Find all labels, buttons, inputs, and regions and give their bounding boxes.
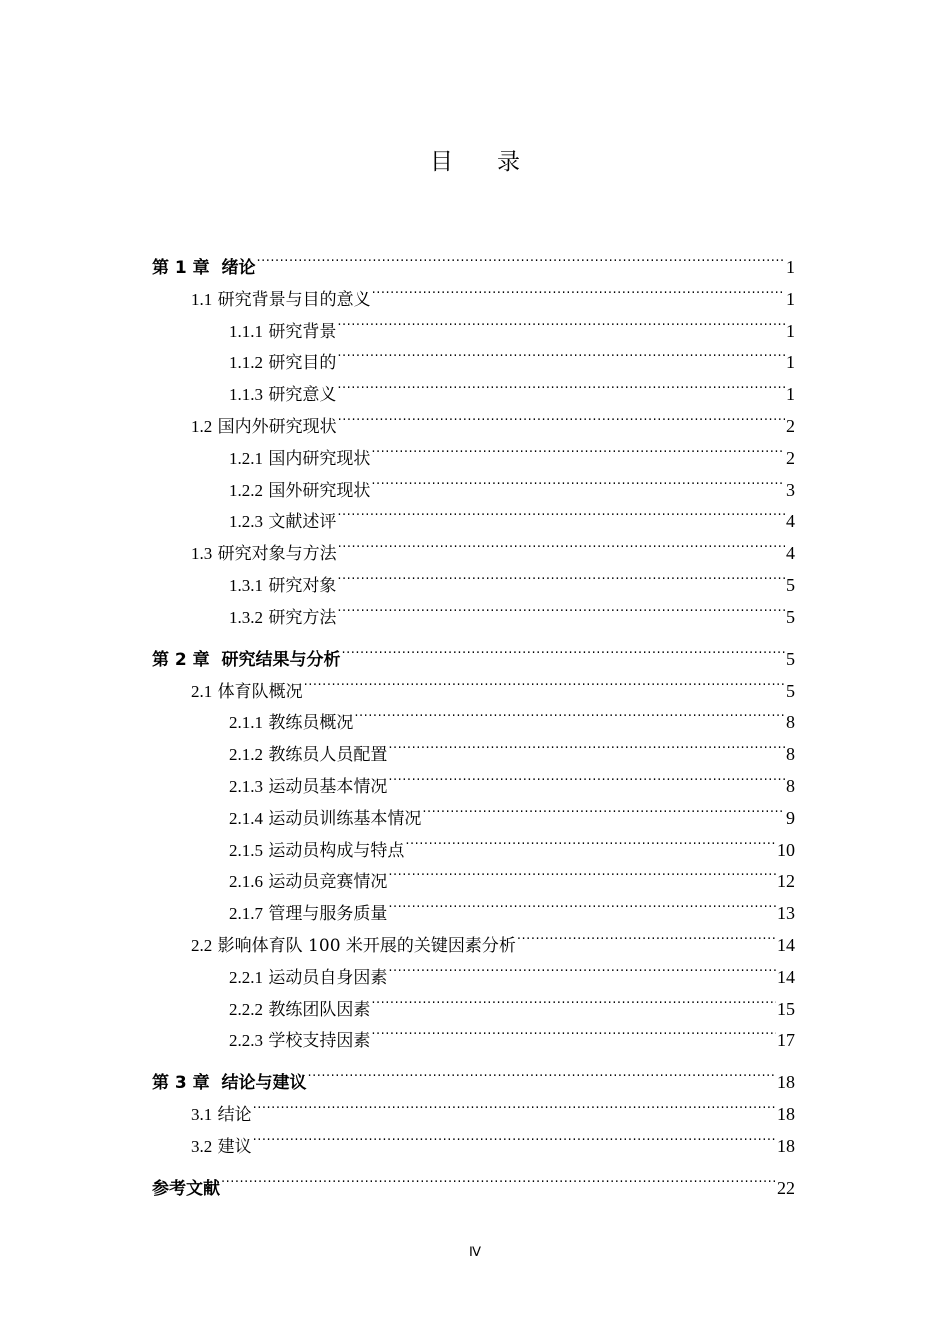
toc-entry-title: 研究对象 (268, 576, 337, 596)
title-char-2: 录 (497, 149, 520, 175)
toc-entry-number: 1.2.3 (229, 512, 263, 531)
toc-entry-number: 1.3 (191, 544, 213, 563)
toc-entry-title: 研究意义 (268, 385, 337, 405)
toc-entry-label (229, 998, 370, 1022)
toc-entry-page: 5 (786, 649, 795, 669)
toc-entry-number: 2.2 (191, 936, 213, 955)
toc-entry-title: 结论与建议 (221, 1073, 307, 1093)
toc-entry-number: 2.1.5 (229, 841, 263, 860)
dot-leader (342, 641, 785, 665)
toc-entry-page: 1 (786, 289, 795, 309)
toc-entry[interactable] (229, 1022, 795, 1051)
dot-leader (337, 313, 785, 337)
toc-entry[interactable] (229, 472, 795, 501)
toc-entry-number: 1.3.2 (229, 608, 263, 627)
dot-leader (257, 249, 785, 273)
toc-entry-label (152, 1071, 307, 1095)
toc-entry-page: 12 (777, 871, 795, 891)
toc-entry-title: 运动员构成与特点 (268, 841, 405, 861)
toc-entry-number: 2.2.3 (229, 1031, 263, 1050)
dot-leader (372, 281, 785, 305)
toc-entry-label (229, 574, 336, 598)
toc-entry-number: 1.1 (191, 290, 213, 309)
toc-entry-label (229, 510, 336, 534)
toc-entry-label (229, 320, 336, 344)
toc-entry-label (229, 383, 336, 407)
toc-entry-label (191, 934, 516, 958)
toc-entry-label (152, 256, 256, 280)
dot-leader (422, 800, 785, 824)
toc-entry-label (229, 966, 387, 990)
toc-entry-number: 2.1.2 (229, 745, 263, 764)
toc-entry[interactable] (152, 249, 795, 278)
title-char-1: 目 (430, 149, 453, 175)
toc-entry-number: 2.1.4 (229, 809, 263, 828)
toc-entry[interactable] (229, 344, 795, 373)
toc-entry-number: 2.1.6 (229, 872, 263, 891)
toc-entry-label (152, 648, 341, 672)
toc-entry-label (191, 288, 371, 312)
toc-entry-page: 5 (786, 607, 795, 627)
toc-entry[interactable] (229, 768, 795, 797)
toc-entry-page: 8 (786, 776, 795, 796)
toc-entry-title: 国外研究现状 (268, 481, 371, 501)
toc-entry-label (229, 775, 387, 799)
toc-entry[interactable] (191, 1128, 795, 1157)
toc-entry-page: 14 (777, 967, 795, 987)
toc-entry-label (191, 1135, 252, 1159)
toc-entry-page: 15 (777, 999, 795, 1019)
toc-entry-page: 2 (786, 416, 795, 436)
toc-entry-label (191, 415, 337, 439)
toc-entry-title: 研究目的 (268, 353, 337, 373)
toc-entry-title: 研究对象与方法 (217, 544, 337, 564)
toc-entry[interactable] (229, 440, 795, 469)
toc-entry[interactable] (229, 991, 795, 1020)
toc-entry-number: 2.2.1 (229, 968, 263, 987)
toc-entry-title: 教练团队因素 (268, 1000, 371, 1020)
toc-entry[interactable] (191, 281, 795, 310)
toc-entry[interactable] (229, 832, 795, 861)
toc-entry[interactable] (191, 673, 795, 702)
toc-entry-title: 学校支持因素 (268, 1031, 371, 1051)
toc-entry-number: 2.1.3 (229, 777, 263, 796)
toc-entry[interactable] (152, 1064, 795, 1093)
toc-entry-number: 2.2.2 (229, 1000, 263, 1019)
toc-entry-label (229, 743, 387, 767)
toc-entry-title: 文献述评 (268, 512, 337, 532)
toc-entry-title: 教练员概况 (268, 713, 354, 733)
toc-entry[interactable] (191, 535, 795, 564)
dot-leader (338, 535, 785, 559)
toc-entry-page: 4 (786, 511, 795, 531)
toc-entry-number: 1.1.1 (229, 322, 263, 341)
dot-leader (337, 567, 785, 591)
toc-entry-number: 3.2 (191, 1137, 213, 1156)
footer-page-number: Ⅳ (469, 1244, 481, 1259)
toc-entry[interactable] (229, 376, 795, 405)
dot-leader (388, 895, 776, 919)
toc-entry-number: 2.1.7 (229, 904, 263, 923)
toc-entry[interactable] (191, 1096, 795, 1125)
dot-leader (337, 503, 785, 527)
toc-entry-label (229, 1029, 370, 1053)
toc-entry-label (229, 606, 336, 630)
toc-entry-title: 运动员自身因素 (268, 968, 388, 988)
toc-entry-title: 国内研究现状 (268, 449, 371, 469)
toc-entry-number: 1.2.2 (229, 481, 263, 500)
toc-entry-title: 运动员基本情况 (268, 777, 388, 797)
toc-entry-number: 1.3.1 (229, 576, 263, 595)
dot-leader (304, 673, 785, 697)
toc-entry-label (229, 351, 336, 375)
toc-entry-label (229, 870, 387, 894)
toc-entry-title: 影响体育队 100 米开展的关键因素分析 (217, 936, 516, 956)
toc-entry-page: 5 (786, 575, 795, 595)
dot-leader (371, 991, 776, 1015)
dot-leader (337, 344, 785, 368)
dot-leader (308, 1064, 776, 1088)
toc-entry-label (152, 1177, 220, 1201)
toc-entry-title: 教练员人员配置 (268, 745, 388, 765)
toc-entry-label (191, 1103, 252, 1127)
toc-entry[interactable] (229, 503, 795, 532)
toc-entry-page: 5 (786, 681, 795, 701)
toc-entry-title: 体育队概况 (217, 682, 303, 702)
toc-entry-page: 1 (786, 321, 795, 341)
toc-entry-number: 第 3 章 (152, 1073, 210, 1093)
toc-entry-title: 研究方法 (268, 608, 337, 628)
toc-entry-title: 研究背景 (268, 322, 337, 342)
toc-entry-title: 运动员竞赛情况 (268, 872, 388, 892)
toc-entry-page: 22 (777, 1178, 795, 1198)
toc-entry[interactable] (229, 895, 795, 924)
toc-entry-page: 3 (786, 480, 795, 500)
toc-entry-page: 1 (786, 352, 795, 372)
dot-leader (337, 376, 785, 400)
toc-entry-page: 2 (786, 448, 795, 468)
toc-entry[interactable] (152, 1170, 795, 1199)
toc-entry-title: 国内外研究现状 (217, 417, 337, 437)
toc-entry-number: 2.1.1 (229, 713, 263, 732)
toc-entry-page: 1 (786, 257, 795, 277)
toc-entry-page: 4 (786, 543, 795, 563)
toc-entry-number: 1.2.1 (229, 449, 263, 468)
toc-entry-label (229, 807, 421, 831)
toc-entry-number: 1.2 (191, 417, 213, 436)
toc-entry[interactable] (229, 567, 795, 596)
toc-entry[interactable] (229, 599, 795, 628)
dot-leader (405, 832, 776, 856)
dot-leader (371, 440, 785, 464)
toc-entry[interactable] (191, 408, 795, 437)
toc-entry[interactable] (152, 641, 795, 670)
toc-entry-page: 18 (777, 1136, 795, 1156)
toc-entry-label (229, 711, 353, 735)
toc-entry-page: 9 (786, 808, 795, 828)
dot-leader (388, 768, 785, 792)
toc-entry-label (229, 902, 387, 926)
toc-entry-title: 运动员训练基本情况 (268, 809, 422, 829)
dot-leader (253, 1096, 776, 1120)
toc-entry-page: 18 (777, 1104, 795, 1124)
dot-leader (253, 1128, 776, 1152)
dot-leader (337, 599, 785, 623)
toc-entry-number: 1.1.3 (229, 385, 263, 404)
toc-entry-page: 18 (777, 1072, 795, 1092)
dot-leader (354, 704, 785, 728)
dot-leader (221, 1170, 776, 1194)
toc-entry-label (229, 479, 370, 503)
dot-leader (371, 1022, 776, 1046)
toc-entry[interactable] (229, 800, 795, 829)
dot-leader (338, 408, 785, 432)
toc-entry-title: 绪论 (221, 258, 256, 278)
dot-leader (388, 863, 776, 887)
toc-entry-number: 1.1.2 (229, 353, 263, 372)
toc-entry-label (229, 839, 404, 863)
dot-leader (388, 736, 785, 760)
toc-entry-title: 参考文献 (152, 1179, 220, 1199)
toc-entry-page: 8 (786, 744, 795, 764)
toc-entry[interactable] (229, 863, 795, 892)
toc-entry-label (191, 680, 303, 704)
toc-entry-title: 研究结果与分析 (221, 650, 341, 670)
toc-entry[interactable] (229, 704, 795, 733)
dot-leader (388, 959, 776, 983)
toc-entry-title: 研究背景与目的意义 (217, 290, 371, 310)
toc-entry[interactable] (229, 959, 795, 988)
toc-entry-page: 17 (777, 1030, 795, 1050)
toc-entry-title: 建议 (217, 1137, 252, 1157)
toc-entry[interactable] (191, 927, 795, 956)
toc-entry-page: 1 (786, 384, 795, 404)
toc-entry-label (191, 542, 337, 566)
toc-entry-page: 10 (777, 840, 795, 860)
toc-entry-page: 13 (777, 903, 795, 923)
toc-entry-title: 管理与服务质量 (268, 904, 388, 924)
toc-entry-number: 3.1 (191, 1105, 213, 1124)
toc-entry-page: 14 (777, 935, 795, 955)
toc-entry-page: 8 (786, 712, 795, 732)
toc-entry[interactable] (229, 313, 795, 342)
toc-entry-number: 第 2 章 (152, 650, 210, 670)
dot-leader (517, 927, 776, 951)
toc-entry-number: 2.1 (191, 682, 213, 701)
toc-entry-title: 结论 (217, 1105, 252, 1125)
toc-entry-label (229, 447, 370, 471)
toc-entry[interactable] (229, 736, 795, 765)
toc-entry-number: 第 1 章 (152, 258, 210, 278)
dot-leader (371, 472, 785, 496)
